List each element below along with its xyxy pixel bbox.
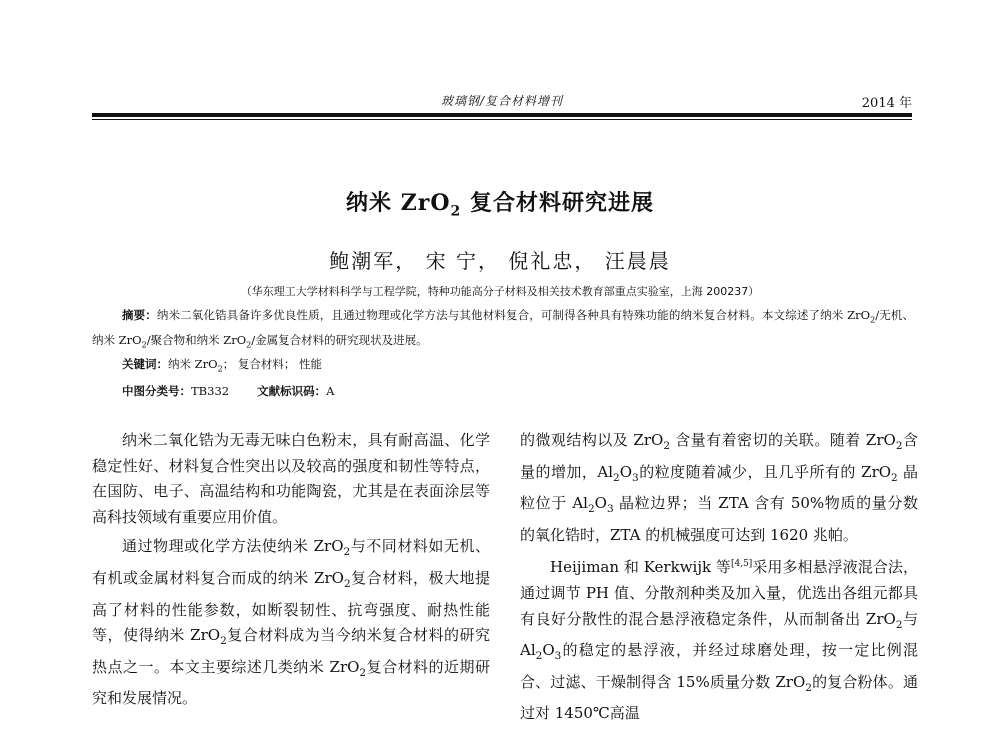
abstract-label: 摘要： bbox=[122, 308, 157, 322]
journal-year: 2014 年 bbox=[861, 96, 912, 111]
keywords-label: 关键词： bbox=[122, 357, 168, 371]
paper-title: 纳米 ZrO$_2$ 复合材料研究进展 bbox=[346, 190, 654, 220]
abstract: 摘要：纳米二氧化锆具备许多优良性质，且通过物理或化学方法与其他材料复合，可制得各种具有特殊功能的纳米复合材料。本文综述了纳米 ZrO$_2$/无机、纳米 ZrO$_2$/聚合物和纳米 ZrO$_2$/金属复合材料的研究现状及进展。 bbox=[92, 308, 914, 350]
journal-name: 玻璃钢/复合材料增刊 bbox=[440, 94, 564, 108]
author-list: 鲍潮军， 宋 宁， 倪礼忠， 汪晨晨 bbox=[329, 249, 671, 273]
document-code-value: A bbox=[326, 384, 335, 398]
affiliation: （华东理工大学材料科学与工程学院，特种功能高分子材料及相关技术教育部重点实验室，上海 200237） bbox=[240, 285, 760, 298]
document-code-label: 文献标识码： bbox=[257, 384, 327, 398]
classification-line bbox=[122, 383, 334, 399]
keywords: 关键词：纳米 ZrO$_2$； 复合材料； 性能 bbox=[122, 357, 323, 374]
paragraph: 通过物理或化学方法使纳米 ZrO$_2$与不同材料如无机、有机或金属材料复合而成的纳米 ZrO$_2$复合材料，极大地提高了材料的性能参数，如断裂韧性、抗弯强度、耐热性能等，使得纳米 ZrO$_2$复合材料成为当今纳米复合材料的研究热点之一。本文主要综述几类纳米 ZrO$_2$复合材料的近期研究和发展情况。 bbox=[92, 537, 490, 708]
body-column-left bbox=[92, 428, 490, 712]
body-column-right bbox=[520, 428, 918, 727]
classification-value: TB332 bbox=[191, 384, 230, 398]
classification-label: 中图分类号： bbox=[122, 384, 191, 398]
citation-ref[interactable]: [4,5] bbox=[730, 559, 753, 570]
paragraph: 纳米二氧化锆为无毒无味白色粉末，具有耐高温、化学稳定性好、材料复合性突出以及较高的强度和韧性等特点，在国防、电子、高温结构和功能陶瓷，尤其是在表面涂层等高科技领域有重要应用价值。 bbox=[92, 431, 490, 526]
paragraph: Heijiman 和 Kerkwijk 等[4,5]采用多相悬浮液混合法，通过调节 PH 值、分散剂种类及加入量，优选出各组元都具有良好分散性的混合悬浮液稳定条件，从而制备出 ZrO$_2$与 $Al_2O_3$的稳定的悬浮液，并经过球磨处理，按一定比例混合、过滤、干燥制得含 15%质量分数 ZrO$_2$的复合粉体。通过对 1450℃高温 bbox=[520, 558, 918, 723]
running-header bbox=[92, 92, 912, 110]
header-rule-thick bbox=[92, 113, 912, 117]
header-rule-thin bbox=[92, 119, 912, 120]
paragraph: 的微观结构以及 ZrO$_2$ 含量有着密切的关联。随着 ZrO$_2$含量的增加，$Al_2O_3$的粒度随着减少，且几乎所有的 ZrO$_2$ 晶粒位于 $Al_2O_3$ 晶粒边界；当 ZTA 含有 50%物质的量分数的氧化锆时，ZTA 的机械强度可达到 1620 兆帕。 bbox=[520, 431, 918, 544]
